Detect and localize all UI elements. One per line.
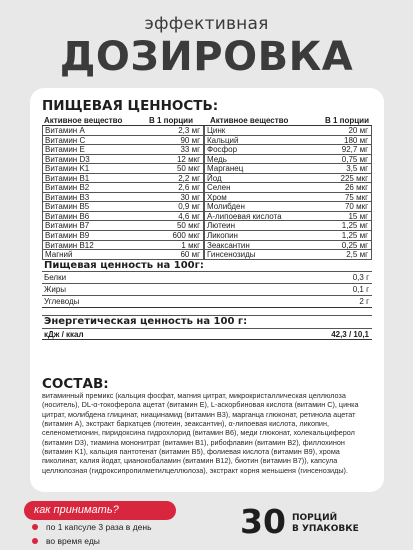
energy-row — [42, 329, 372, 340]
nutrition-table — [42, 116, 372, 340]
portion-value: 2,2 мг — [138, 174, 204, 183]
usage-item-text: во время еды — [46, 536, 100, 546]
portion-value: 60 мг — [138, 250, 204, 259]
portion-value: 90 мг — [138, 136, 204, 145]
substance-name: Зеаксантин — [204, 241, 300, 250]
substance-name: Витамин B6 — [42, 212, 138, 221]
portion-value: 12 мкг — [138, 155, 204, 164]
energy-name: кДж / ккал — [44, 329, 84, 339]
servings-number: 30 — [240, 502, 286, 541]
portion-value: 70 мкг — [300, 202, 372, 211]
composition-title: СОСТАВ: — [42, 376, 109, 392]
substance-name: Витамин B7 — [42, 221, 138, 230]
table-row — [42, 241, 372, 251]
servings-label-line1: ПОРЦИЙ — [292, 513, 338, 523]
substance-name: Хром — [204, 193, 300, 202]
per100-name: Углеводы — [44, 297, 80, 307]
per100-name: Белки — [44, 273, 67, 283]
usage-item — [32, 535, 100, 547]
portion-value: 92,7 мг — [300, 145, 372, 154]
col-substance-2: Активное вещество — [210, 116, 289, 125]
bullet-dot-icon — [32, 538, 38, 544]
portion-value: 0,25 мг — [300, 241, 372, 250]
substance-name: Витамин E — [42, 145, 138, 154]
per100-row — [42, 296, 372, 308]
per100-value: 2 г — [359, 297, 369, 307]
portion-value: 180 мг — [300, 136, 372, 145]
per100-name: Жиры — [44, 285, 67, 295]
table-row — [42, 155, 372, 165]
portion-value: 33 мг — [138, 145, 204, 154]
table-row — [42, 126, 372, 136]
substance-name: Медь — [204, 155, 300, 164]
header-title: ДОЗИРОВКА — [59, 34, 354, 80]
substance-name: Витамин B3 — [42, 193, 138, 202]
substance-name: Витамин A — [42, 126, 138, 135]
portion-value: 2,5 мг — [300, 250, 372, 259]
substance-name: Марганец — [204, 164, 300, 173]
servings-label-line2: В УПАКОВКЕ — [292, 524, 359, 534]
col-portion-1: В 1 порции — [148, 116, 194, 125]
portion-value: 0,9 мг — [138, 202, 204, 211]
table-header — [42, 116, 372, 126]
table-row — [42, 221, 372, 231]
portion-value: 1 мкг — [138, 241, 204, 250]
portion-value: 50 мкг — [138, 164, 204, 173]
col-portion-2: В 1 порции — [324, 116, 369, 125]
portion-value: 50 мкг — [138, 221, 204, 230]
servings-label — [292, 513, 359, 535]
portion-value: 3,5 мг — [300, 164, 372, 173]
table-row — [42, 193, 372, 203]
substance-name: Витамин K1 — [42, 164, 138, 173]
portion-value: 1,25 мг — [300, 221, 372, 230]
table-row — [42, 212, 372, 222]
table-row — [42, 202, 372, 212]
portion-value: 4,6 мг — [138, 212, 204, 221]
portion-value: 75 мкг — [300, 193, 372, 202]
portion-value: 225 мкг — [300, 174, 372, 183]
per100-row — [42, 272, 372, 284]
portion-value: 20 мг — [300, 126, 372, 135]
table-row — [42, 164, 372, 174]
portion-value: 26 мкг — [300, 183, 372, 192]
substance-name: Витамин B12 — [42, 241, 138, 250]
table-row — [42, 183, 372, 193]
substance-name: Молибден — [204, 202, 300, 211]
substance-name: Магний — [42, 250, 138, 259]
portion-value: 2,3 мг — [138, 126, 204, 135]
portion-value: 30 мг — [138, 193, 204, 202]
substance-name: Гинсенозиды — [204, 250, 300, 259]
per100-row — [42, 284, 372, 296]
substance-name: Витамин C — [42, 136, 138, 145]
table-row — [42, 136, 372, 146]
per100-value: 0,3 г — [352, 273, 369, 283]
col-substance-1: Активное вещество — [44, 116, 123, 125]
table-row — [42, 231, 372, 241]
substance-name: Витамин B2 — [42, 183, 138, 192]
substance-name: Витамин B5 — [42, 202, 138, 211]
portion-value: 600 мкг — [138, 231, 204, 240]
header-subtitle: эффективная — [144, 14, 269, 34]
portion-value: 1,25 мг — [300, 231, 372, 240]
info-card — [30, 88, 384, 492]
nutrition-title: ПИЩЕВАЯ ЦЕННОСТЬ: — [42, 98, 219, 114]
composition-text: витаминный премикс (кальция фосфат, магния цитрат, микрокристаллическая целлюлоза (носитель), DL-α-токоферола ацетат (витамин E), L-аскорбиновая кислота (витамин C), цинка цитрат, молибдена глицинат, ниацинамид (витамин B3), марганца глюконат, ретинола ацетат (витамин A), экстракт бархатцев (лютеин, зеаксантин), α-липоевая кислота, ликопин, селенометионин, пиридоксина гидрохлорид (витамин B6), меди глюконат, холекальциферол (витамин D3), тиамина мононитрат (витамин B1), рибофлавин (витамин B2), филлохинон (витамин K1), кальция пантотенат (витамин B5), фолиевая кислота (витамин B9), хрома пиколинат, калия йодат, цианокобаламин (витамин B12), биотин (витамин B7)), капсула целлюлозная (гидроксипропилметилцеллюлоза), экстракт корня женьшеня (гинсенозиды). — [42, 391, 359, 475]
usage-item — [32, 521, 152, 533]
substance-name: Йод — [204, 174, 300, 183]
substance-name: Лютеин — [204, 221, 300, 230]
bullet-dot-icon — [32, 524, 38, 530]
substance-name: Витамин B9 — [42, 231, 138, 240]
substance-name: Кальций — [204, 136, 300, 145]
substance-name: А-липоевая кислота — [204, 212, 300, 221]
substance-name: Ликопин — [204, 231, 300, 240]
portion-value: 15 мг — [300, 212, 372, 221]
energy-title: Энергетическая ценность на 100 г: — [42, 316, 372, 329]
per100-title: Пищевая ценность на 100г: — [42, 260, 372, 273]
substance-name: Витамин D3 — [42, 155, 138, 164]
per100-value: 0,1 г — [352, 285, 369, 295]
substance-name: Селен — [204, 183, 300, 192]
table-row — [42, 145, 372, 155]
table-row — [42, 250, 372, 260]
usage-item-text: по 1 капсуле 3 раза в день — [46, 522, 152, 532]
portion-value: 2,6 мг — [138, 183, 204, 192]
substance-name: Фосфор — [204, 145, 300, 154]
substance-name: Витамин B1 — [42, 174, 138, 183]
per100-list — [42, 272, 372, 308]
energy-value: 42,3 / 10,1 — [331, 329, 369, 339]
how-to-take-badge: как принимать? — [24, 501, 176, 520]
substance-name: Цинк — [204, 126, 300, 135]
table-body — [42, 126, 372, 260]
table-row — [42, 174, 372, 184]
portion-value: 0,75 мг — [300, 155, 372, 164]
